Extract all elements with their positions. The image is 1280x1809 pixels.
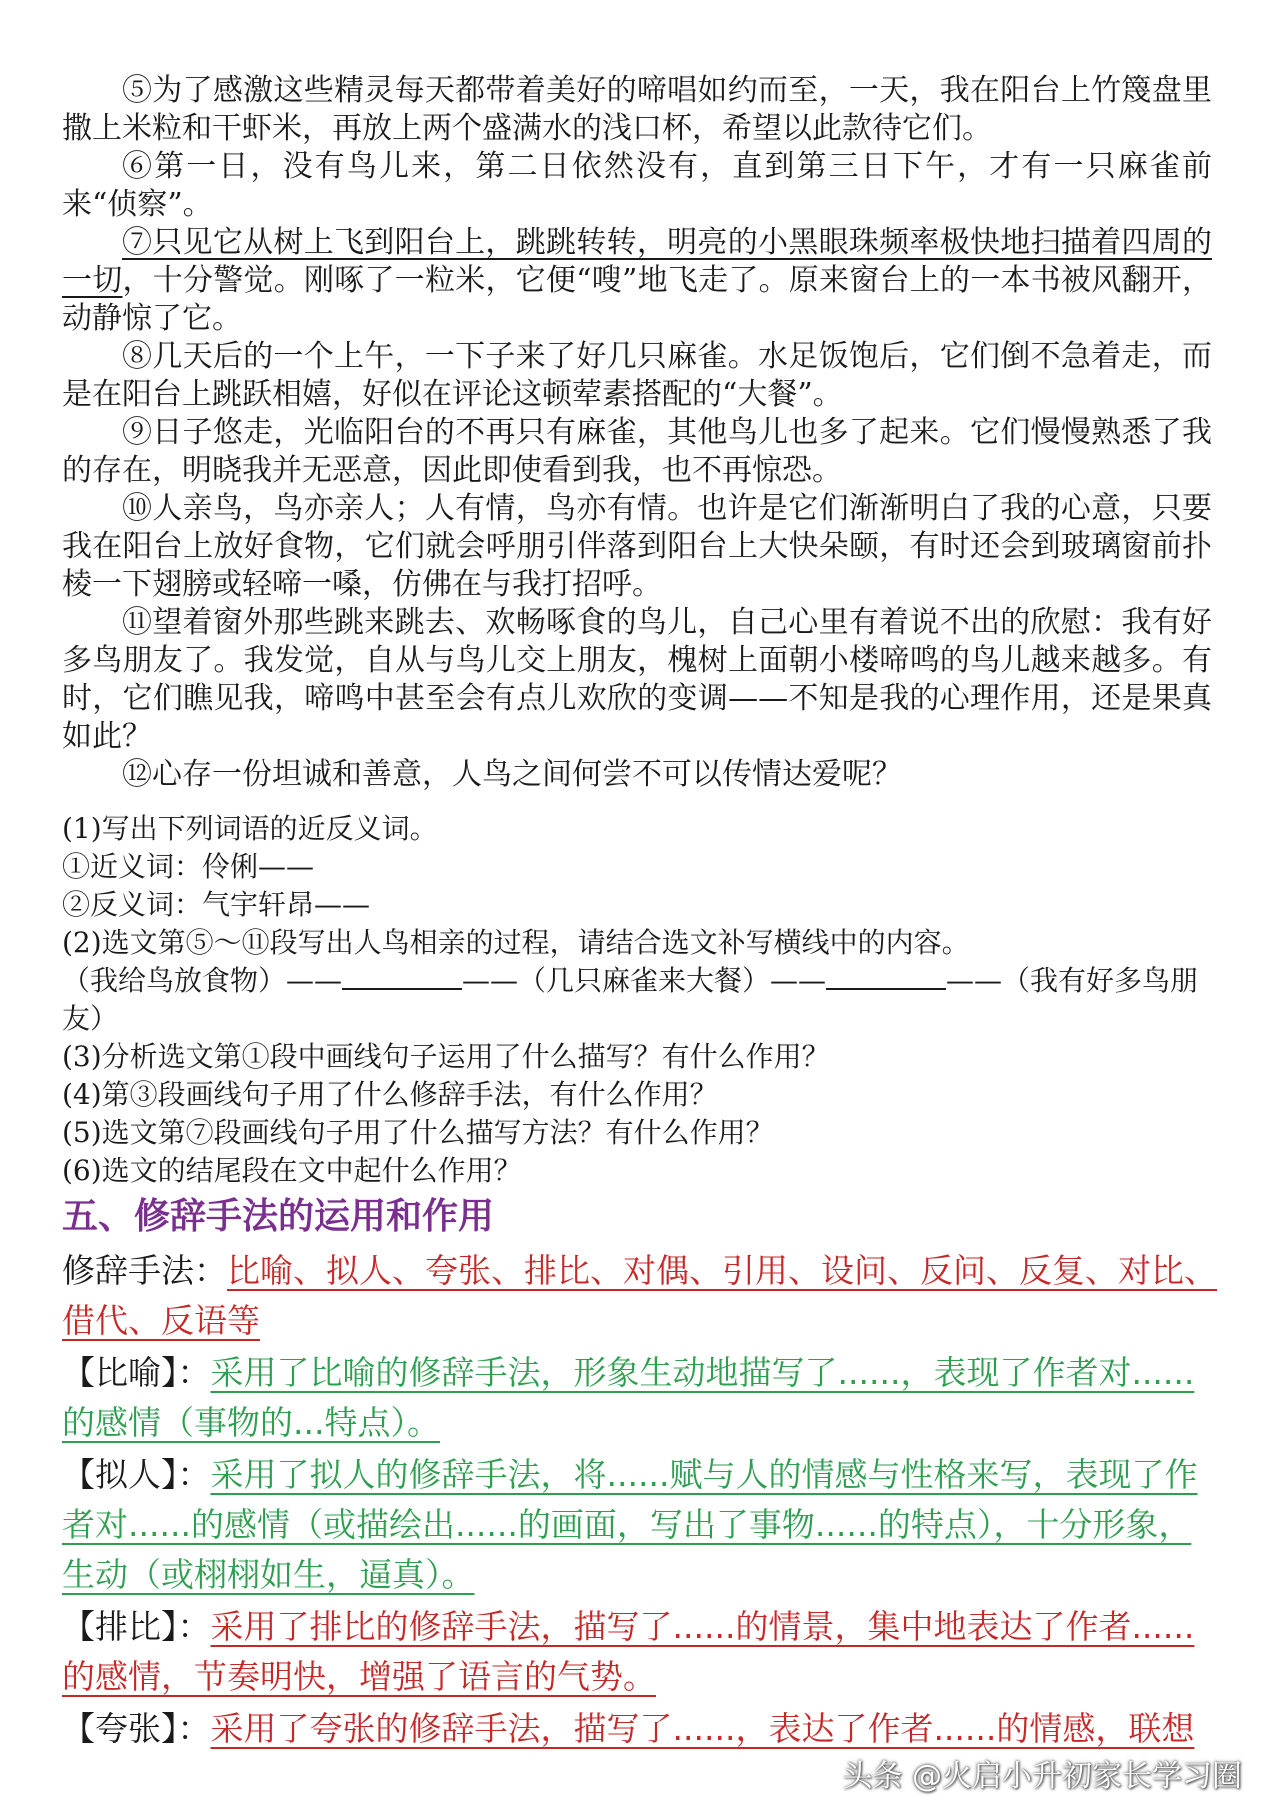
metaphor-text: 采用了比喻的修辞手法，形象生动地描写了......，表现了作者对......的感情（事物的...特点）。 bbox=[62, 1353, 1195, 1442]
paragraph-7-underlined-sentence: ⑦只见它从树上飞到阳台上，跳跳转转，明亮的小黑眼珠频率极快地扫描着四周的一切 bbox=[62, 225, 1212, 298]
paragraph-8: ⑧几天后的一个上午，一下子来了好几只麻雀。水足饭饱后，它们倒不急着走，而是在阳台上跳跃相嬉，好似在评论这顿荤素搭配的“大餐”。 bbox=[62, 339, 1212, 412]
paragraph-12: ⑫心存一份坦诚和善意，人鸟之间何尝不可以传情达爱呢？ bbox=[122, 757, 902, 792]
question-1b: ②反义词：气宇轩昂—— bbox=[62, 888, 371, 921]
section-title: 五、修辞手法的运用和作用 bbox=[62, 1196, 495, 1237]
answer-blank-2[interactable] bbox=[826, 964, 946, 990]
rhetoric-list bbox=[62, 1246, 1222, 1346]
personification-entry bbox=[62, 1450, 1222, 1600]
answer-blank-1[interactable] bbox=[342, 964, 462, 990]
rhetoric-list-label: 修辞手法： bbox=[62, 1251, 227, 1290]
paragraph-7 bbox=[62, 224, 1212, 338]
question-2: (2)选文第⑤～⑪段写出人鸟相亲的过程，请结合选文补写横线中的内容。 bbox=[62, 926, 970, 959]
hyperbole-label: 【夸张】： bbox=[62, 1709, 211, 1748]
paragraph-11: ⑪望着窗外那些跳来跳去、欢畅啄食的鸟儿，自己心里有着说不出的欣慰：我有好多鸟朋友了。我发觉，自从与鸟儿交上朋友，槐树上面朝小楼啼鸣的鸟儿越来越多。有时，它们瞧见我，啼鸣中甚至会有点儿欢欣的变调——不知是我的心理作用，还是果真如此？ bbox=[62, 605, 1212, 754]
paragraph-5: ⑤为了感激这些精灵每天都带着美好的啼唱如约而至，一天，我在阳台上竹篾盘里撒上米粒和干虾米，再放上两个盛满水的浅口杯，希望以此款待它们。 bbox=[62, 73, 1212, 146]
flow-part-2: ——（几只麻雀来大餐）—— bbox=[462, 964, 827, 997]
question-1a: ①近义词：伶俐—— bbox=[62, 850, 315, 883]
flow-part-3: ——（我有好多鸟朋友） bbox=[62, 964, 1199, 1035]
reading-passage bbox=[62, 72, 1212, 794]
hyperbole-text: 采用了夸张的修辞手法，描写了......，表达了作者......的情感，联想 bbox=[210, 1709, 1195, 1748]
personification-label: 【拟人】： bbox=[62, 1455, 211, 1494]
hyperbole-entry bbox=[62, 1704, 1222, 1754]
rhetoric-notes bbox=[62, 1246, 1222, 1756]
metaphor-label: 【比喻】： bbox=[62, 1353, 211, 1392]
question-3: (3)分析选文第①段中画线句子运用了什么描写？有什么作用？ bbox=[62, 1040, 830, 1073]
paragraph-6: ⑥第一日，没有鸟儿来，第二日依然没有，直到第三日下午，才有一只麻雀前来“侦察”。 bbox=[62, 149, 1212, 222]
question-6: (6)选文的结尾段在文中起什么作用？ bbox=[62, 1154, 522, 1187]
question-5: (5)选文第⑦段画线句子用了什么描写方法？有什么作用？ bbox=[62, 1116, 774, 1149]
question-2-flow bbox=[62, 962, 1212, 1038]
question-list bbox=[62, 810, 1212, 1190]
paragraph-7-rest: ，十分警觉。刚啄了一粒米，它便“嗖”地飞走了。原来窗台上的一本书被风翻开，动静惊了它。 bbox=[62, 263, 1212, 336]
parallelism-entry bbox=[62, 1602, 1222, 1702]
parallelism-label: 【排比】： bbox=[62, 1607, 211, 1646]
watermark: 头条 @火启小升初家长学习圈 bbox=[842, 1759, 1242, 1794]
metaphor-entry bbox=[62, 1348, 1222, 1448]
rhetoric-list-text: 比喻、拟人、夸张、排比、对偶、引用、设问、反问、反复、对比、借代、反语等 bbox=[62, 1251, 1217, 1340]
question-1: (1)写出下列词语的近反义词。 bbox=[62, 812, 438, 845]
question-4: (4)第③段画线句子用了什么修辞手法，有什么作用？ bbox=[62, 1078, 718, 1111]
paragraph-10: ⑩人亲鸟，鸟亦亲人；人有情，鸟亦有情。也许是它们渐渐明白了我的心意，只要我在阳台上放好食物，它们就会呼朋引伴落到阳台上大快朵颐，有时还会到玻璃窗前扑棱一下翅膀或轻啼一嗓，仿佛在与我打招呼。 bbox=[62, 491, 1212, 602]
parallelism-text: 采用了排比的修辞手法，描写了......的情景，集中地表达了作者......的感情，节奏明快，增强了语言的气势。 bbox=[62, 1607, 1195, 1696]
paragraph-9: ⑨日子悠走，光临阳台的不再只有麻雀，其他鸟儿也多了起来。它们慢慢熟悉了我的存在，明晓我并无恶意，因此即使看到我，也不再惊恐。 bbox=[62, 415, 1212, 488]
personification-text: 采用了拟人的修辞手法，将......赋与人的情感与性格来写，表现了作者对......的感情（或描绘出......的画面，写出了事物......的特点），十分形象，生动（或栩栩如生，逼真）。 bbox=[62, 1455, 1198, 1594]
flow-part-1: （我给鸟放食物）—— bbox=[62, 964, 343, 997]
